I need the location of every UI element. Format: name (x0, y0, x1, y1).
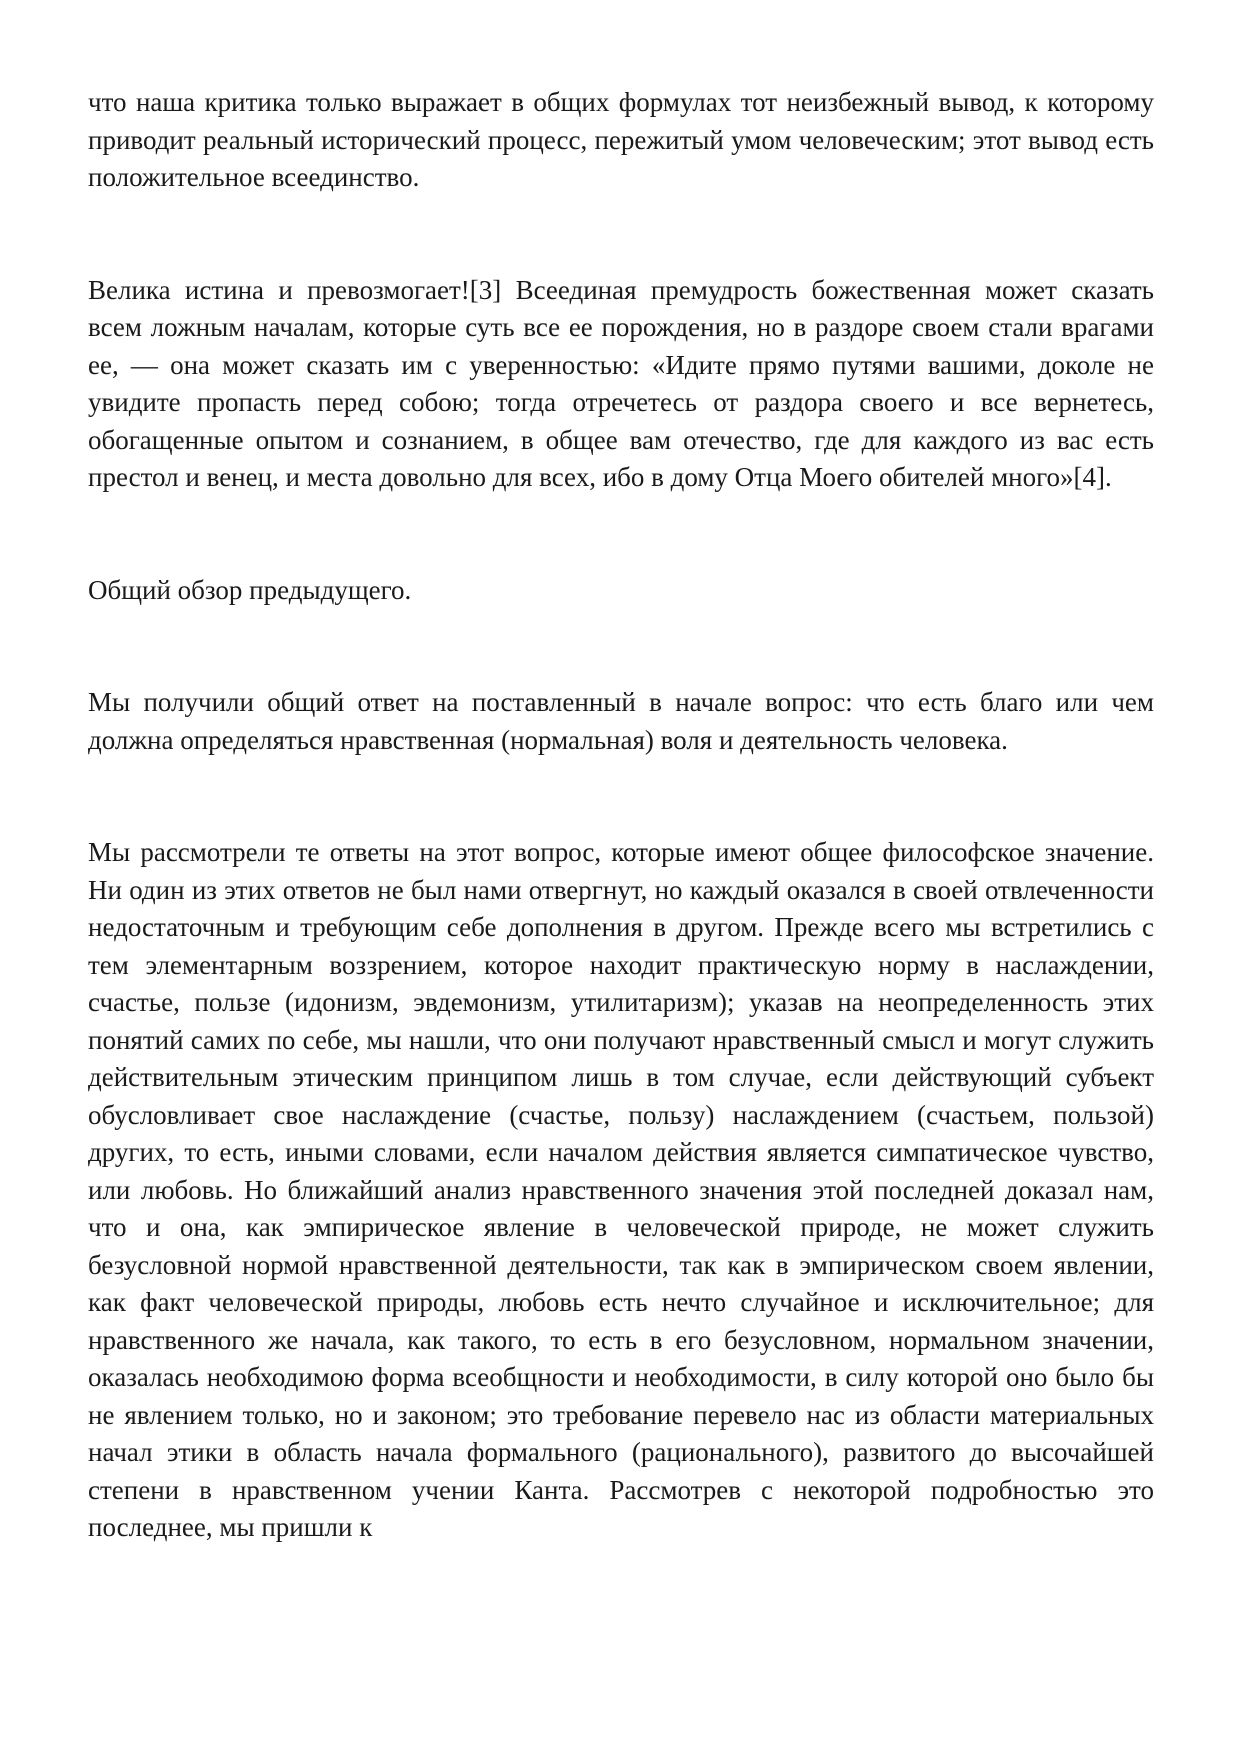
paragraph-general-answer: Мы получили общий ответ на поставленный в начале вопрос: что есть благо или чем должна определяться нравственная (нормальная) воля и деятельность человека. (88, 687, 1154, 755)
paragraph-great-truth: Велика истина и превозмогает![3] Всеединая премудрость божественная может сказать всем ложным началам, которые суть все ее порождения, но в раздоре своем стали врагами ее, — она может сказать им с уверенностью: «Идите прямо путями вашими, доколе не увидите пропасть перед собою; тогда отречетесь от раздора своего и все вернетесь, обогащенные опытом и сознанием, в общее вам отечество, где для каждого из вас есть престол и венец, и места довольно для всех, ибо в дому Отца Моего обителей много»[4]. (88, 274, 1154, 492)
paragraph-review: Мы рассмотрели те ответы на этот вопрос, которые имеют общее философское значение. Ни один из этих ответов не был нами отвергнут, но каждый оказался в своей отвлеченности недостаточным и требующим себе дополнения в другом. Прежде всего мы встретились с тем элементарным воззрением, которое находит практическую норму в наслаждении, счастье, пользе (идонизм, эвдемонизм, утилитаризм); указав на неопределенность этих понятий самих по себе, мы нашли, что они получают нравственный смысл и могут служить действительным этическим принципом лишь в том случае, если действующий субъект обусловливает свое наслаждение (счастье, пользу) наслаждением (счастьем, пользой) других, то есть, иными словами, если началом действия является симпатическое чувство, или любовь. Но ближайший анализ нравственного значения этой последней доказал нам, что и она, как эмпирическое явление в человеческой природе, не может служить безусловной нормой нравственной деятельности, так как в эмпирическом своем явлении, как факт человеческой природы, любовь есть нечто случайное и исключительное; для нравственного же начала, как такого, то есть в его безусловном, нормальном значении, оказалась необходимою форма всеобщности и необходимости, в силу которой оно было бы не явлением только, но и законом; это требование перевело нас из области материальных начал этики в область начала формального (рационального), развитого до высочайшей степени в нравственном учении Канта. Рассмотрев с некоторой подробностью это последнее, мы пришли к (88, 837, 1154, 1542)
section-heading: Общий обзор предыдущего. (88, 574, 412, 605)
paragraph-conclusion: что наша критика только выражает в общих формулах тот неизбежный вывод, к которому приводит реальный исторический процесс, пережитый умом человеческим; этот вывод есть положительное всеединство. (88, 87, 1154, 192)
document-page (88, 84, 1154, 1547)
